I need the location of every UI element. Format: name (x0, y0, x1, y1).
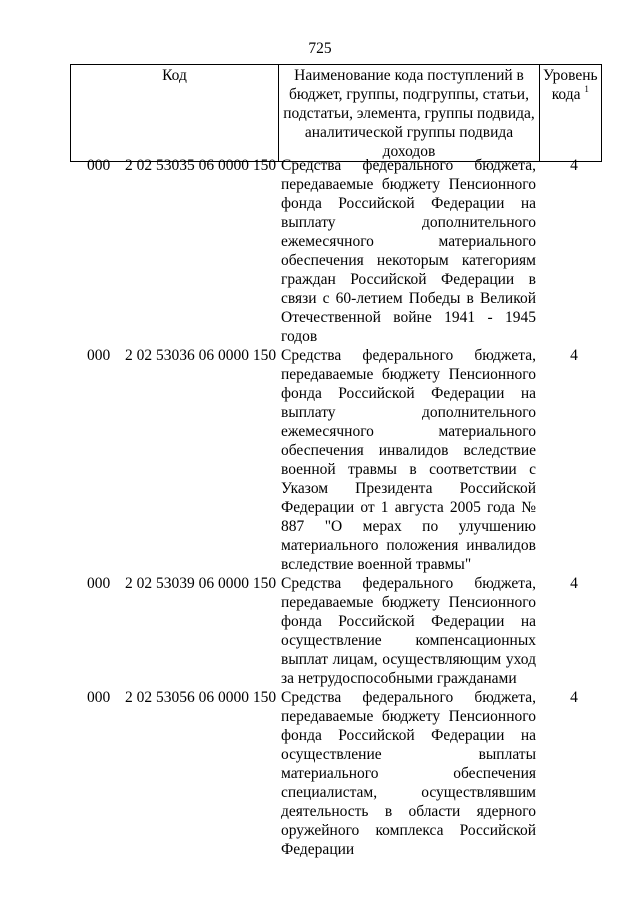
code-level: 4 (570, 689, 578, 706)
income-code: 2 02 53039 06 0000 150 (125, 575, 277, 592)
code-level: 4 (570, 575, 578, 592)
income-code: 2 02 53056 06 0000 150 (125, 689, 277, 706)
table-row (0, 688, 640, 859)
code-level: 4 (570, 347, 578, 364)
table-header (70, 64, 602, 162)
page-number: 725 (308, 40, 332, 57)
table-row (0, 574, 640, 688)
header-level-label: Уровень кода (543, 67, 598, 103)
income-name: Средства федерального бюджета, передаваемые бюджету Пенсионного фонда Российской Федерации на выплату дополнительного ежемесячного материального обеспечения инвалидов вследствие военной травмы в соответствии с Указом Президента Российской Федерации от 1 августа 2005 года № 887 "О мерах по улучшению материального положения инвалидов вследствие военной травмы" (281, 347, 536, 573)
admin-code: 000 (87, 157, 111, 174)
admin-code: 000 (87, 575, 111, 592)
income-name: Средства федерального бюджета, передаваемые бюджету Пенсионного фонда Российской Федерации на осуществление компенсационных выплат лицам, осуществляющим уход за нетрудоспособными гражданами (281, 575, 536, 687)
income-name: Средства федерального бюджета, передаваемые бюджету Пенсионного фонда Российской Федерации на выплату дополнительного ежемесячного материального обеспечения некоторым категориям граждан Российской Федерации в связи с 60-летием Победы в Великой Отечественной войне 1941 - 1945 годов (281, 157, 536, 345)
income-code: 2 02 53036 06 0000 150 (125, 347, 277, 364)
admin-code: 000 (87, 689, 111, 706)
footnote-marker: 1 (584, 84, 589, 94)
header-code: Код (71, 65, 279, 162)
code-level: 4 (570, 157, 578, 174)
admin-code: 000 (87, 347, 111, 364)
income-code-list (0, 156, 640, 859)
income-name: Средства федерального бюджета, передаваемые бюджету Пенсионного фонда Российской Федерации на осуществление выплаты материального обеспечения специалистам, осуществлявшим деятельность в области ядерного оружейного комплекса Российской Федерации (281, 689, 536, 858)
table-row (0, 156, 640, 346)
header-name: Наименование кода поступлений в бюджет, группы, подгруппы, статьи, подстатьи, элемента, группы подвида, аналитической группы подвида доходов (279, 65, 540, 162)
header-level (540, 65, 602, 162)
income-code: 2 02 53035 06 0000 150 (125, 157, 277, 174)
table-row (0, 346, 640, 574)
